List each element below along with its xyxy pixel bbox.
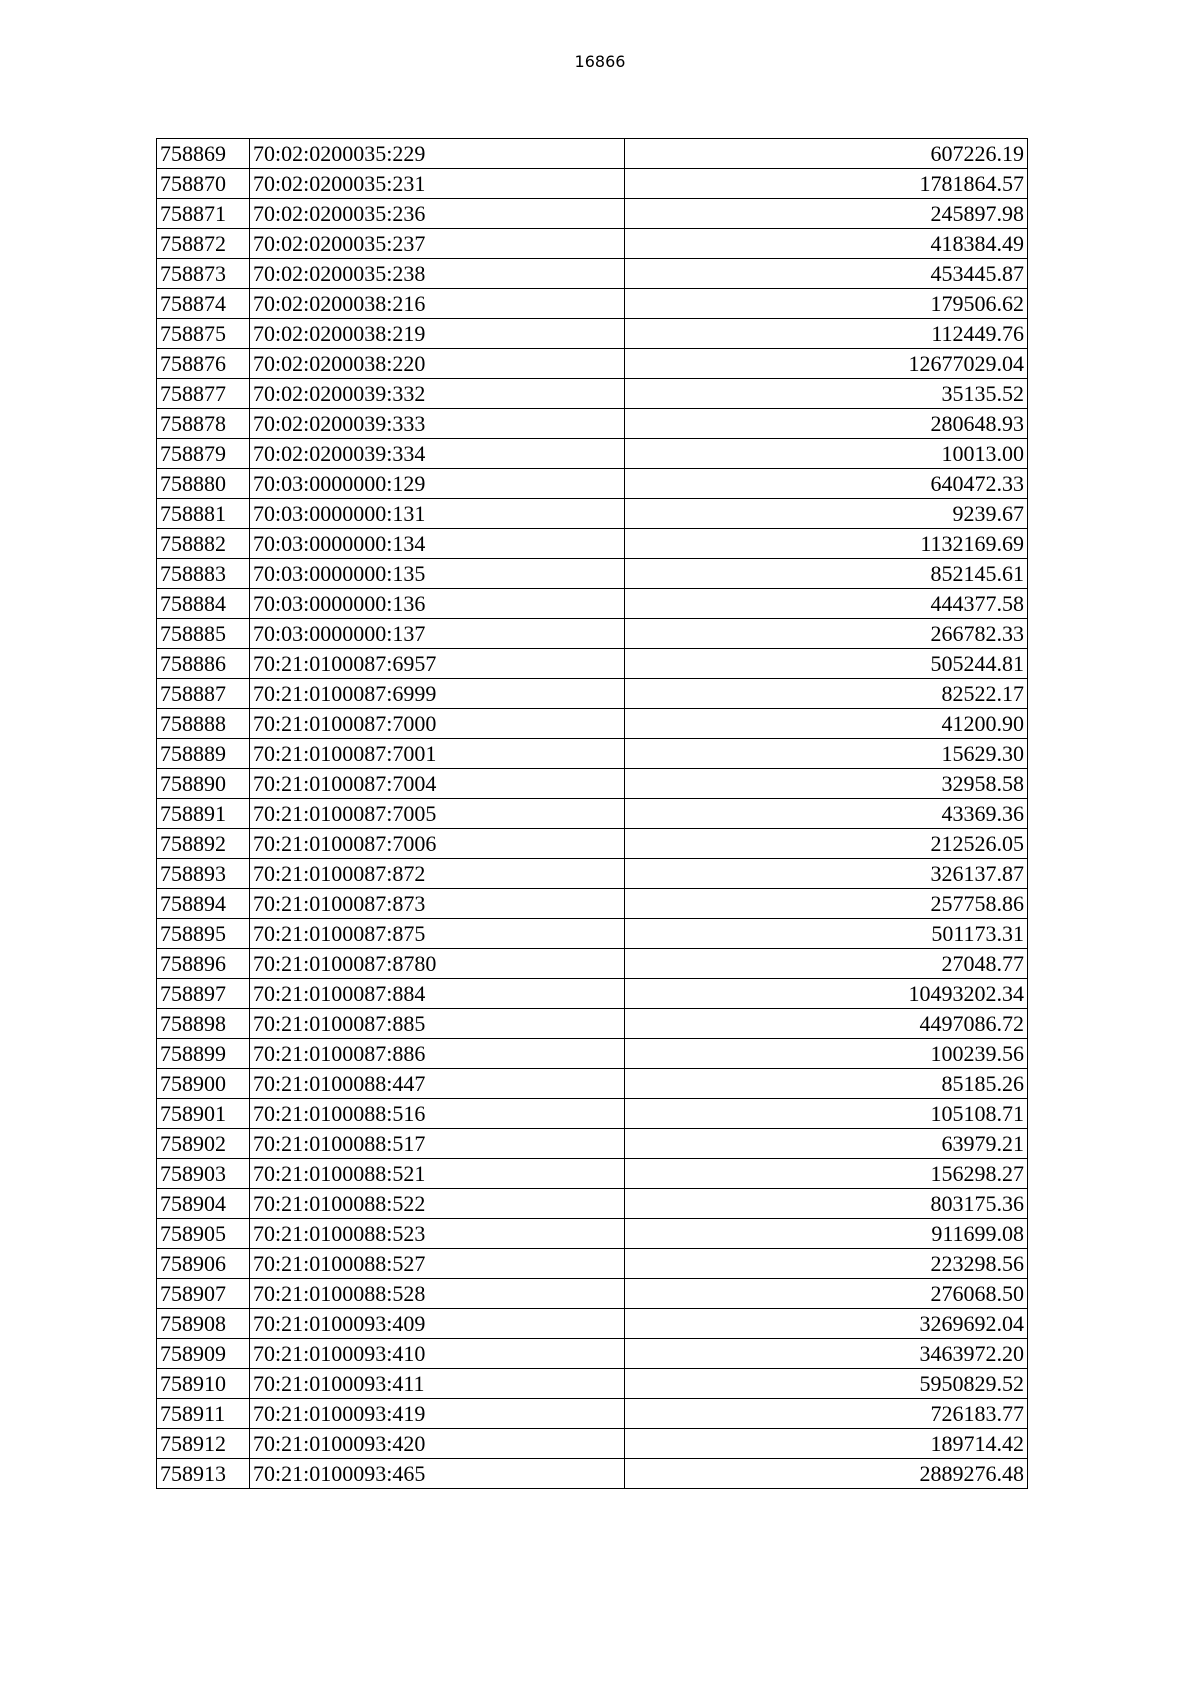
row-number-cell: 758885 <box>157 619 250 649</box>
table-row <box>157 859 1028 889</box>
table-row <box>157 1159 1028 1189</box>
table-row <box>157 799 1028 829</box>
value-cell: 852145.61 <box>625 559 1028 589</box>
value-cell: 10493202.34 <box>625 979 1028 1009</box>
cadastral-number-cell: 70:03:0000000:134 <box>250 529 625 559</box>
table-row <box>157 199 1028 229</box>
cadastral-number-cell: 70:02:0200035:236 <box>250 199 625 229</box>
row-number-cell: 758872 <box>157 229 250 259</box>
cadastral-number-cell: 70:21:0100093:419 <box>250 1399 625 1429</box>
row-number-cell: 758906 <box>157 1249 250 1279</box>
row-number-cell: 758905 <box>157 1219 250 1249</box>
table-row <box>157 919 1028 949</box>
cadastral-number-cell: 70:21:0100087:7000 <box>250 709 625 739</box>
value-cell: 453445.87 <box>625 259 1028 289</box>
row-number-cell: 758895 <box>157 919 250 949</box>
value-cell: 607226.19 <box>625 139 1028 169</box>
table-body <box>157 139 1028 1489</box>
cadastral-number-cell: 70:02:0200039:333 <box>250 409 625 439</box>
row-number-cell: 758890 <box>157 769 250 799</box>
cadastral-number-cell: 70:21:0100088:522 <box>250 1189 625 1219</box>
table-row <box>157 1189 1028 1219</box>
value-cell: 726183.77 <box>625 1399 1028 1429</box>
value-cell: 2889276.48 <box>625 1459 1028 1489</box>
value-cell: 15629.30 <box>625 739 1028 769</box>
cadastral-number-cell: 70:21:0100088:527 <box>250 1249 625 1279</box>
row-number-cell: 758902 <box>157 1129 250 1159</box>
value-cell: 223298.56 <box>625 1249 1028 1279</box>
table-row <box>157 1429 1028 1459</box>
table-row <box>157 1399 1028 1429</box>
cadastral-number-cell: 70:21:0100093:465 <box>250 1459 625 1489</box>
cadastral-number-cell: 70:02:0200038:219 <box>250 319 625 349</box>
row-number-cell: 758908 <box>157 1309 250 1339</box>
table-row <box>157 1009 1028 1039</box>
row-number-cell: 758901 <box>157 1099 250 1129</box>
cadastral-number-cell: 70:02:0200039:332 <box>250 379 625 409</box>
value-cell: 212526.05 <box>625 829 1028 859</box>
cadastral-number-cell: 70:21:0100088:523 <box>250 1219 625 1249</box>
row-number-cell: 758892 <box>157 829 250 859</box>
row-number-cell: 758883 <box>157 559 250 589</box>
value-cell: 112449.76 <box>625 319 1028 349</box>
value-cell: 82522.17 <box>625 679 1028 709</box>
table-row <box>157 709 1028 739</box>
table-row <box>157 1339 1028 1369</box>
table-row <box>157 1039 1028 1069</box>
value-cell: 245897.98 <box>625 199 1028 229</box>
value-cell: 100239.56 <box>625 1039 1028 1069</box>
cadastral-number-cell: 70:21:0100087:8780 <box>250 949 625 979</box>
row-number-cell: 758894 <box>157 889 250 919</box>
table-row <box>157 589 1028 619</box>
row-number-cell: 758878 <box>157 409 250 439</box>
cadastral-number-cell: 70:02:0200035:237 <box>250 229 625 259</box>
value-cell: 276068.50 <box>625 1279 1028 1309</box>
row-number-cell: 758874 <box>157 289 250 319</box>
table-row <box>157 769 1028 799</box>
cadastral-number-cell: 70:21:0100087:885 <box>250 1009 625 1039</box>
table-row <box>157 499 1028 529</box>
value-cell: 266782.33 <box>625 619 1028 649</box>
value-cell: 32958.58 <box>625 769 1028 799</box>
table-row <box>157 319 1028 349</box>
value-cell: 280648.93 <box>625 409 1028 439</box>
cadastral-number-cell: 70:21:0100087:7005 <box>250 799 625 829</box>
table-row <box>157 1219 1028 1249</box>
cadastral-number-cell: 70:03:0000000:137 <box>250 619 625 649</box>
table-row <box>157 889 1028 919</box>
table-row <box>157 439 1028 469</box>
table-row <box>157 379 1028 409</box>
cadastral-number-cell: 70:02:0200038:220 <box>250 349 625 379</box>
cadastral-number-cell: 70:03:0000000:135 <box>250 559 625 589</box>
value-cell: 444377.58 <box>625 589 1028 619</box>
cadastral-number-cell: 70:21:0100093:411 <box>250 1369 625 1399</box>
cadastral-number-cell: 70:21:0100087:884 <box>250 979 625 1009</box>
value-cell: 1781864.57 <box>625 169 1028 199</box>
value-cell: 63979.21 <box>625 1129 1028 1159</box>
cadastral-number-cell: 70:21:0100088:516 <box>250 1099 625 1129</box>
table-row <box>157 829 1028 859</box>
table-row <box>157 229 1028 259</box>
value-cell: 43369.36 <box>625 799 1028 829</box>
cadastral-number-cell: 70:21:0100093:420 <box>250 1429 625 1459</box>
table-row <box>157 139 1028 169</box>
table-row <box>157 289 1028 319</box>
cadastral-number-cell: 70:02:0200038:216 <box>250 289 625 319</box>
value-cell: 4497086.72 <box>625 1009 1028 1039</box>
cadastral-number-cell: 70:21:0100087:6999 <box>250 679 625 709</box>
value-cell: 9239.67 <box>625 499 1028 529</box>
row-number-cell: 758880 <box>157 469 250 499</box>
cadastral-number-cell: 70:21:0100088:521 <box>250 1159 625 1189</box>
cadastral-number-cell: 70:02:0200035:229 <box>250 139 625 169</box>
row-number-cell: 758898 <box>157 1009 250 1039</box>
row-number-cell: 758900 <box>157 1069 250 1099</box>
cadastral-number-cell: 70:21:0100093:410 <box>250 1339 625 1369</box>
cadastral-number-cell: 70:03:0000000:136 <box>250 589 625 619</box>
value-cell: 5950829.52 <box>625 1369 1028 1399</box>
value-cell: 911699.08 <box>625 1219 1028 1249</box>
page-number: 16866 <box>574 52 626 71</box>
table-row <box>157 949 1028 979</box>
row-number-cell: 758882 <box>157 529 250 559</box>
value-cell: 418384.49 <box>625 229 1028 259</box>
value-cell: 3269692.04 <box>625 1309 1028 1339</box>
row-number-cell: 758897 <box>157 979 250 1009</box>
table-row <box>157 1279 1028 1309</box>
value-cell: 640472.33 <box>625 469 1028 499</box>
value-cell: 501173.31 <box>625 919 1028 949</box>
cadastral-number-cell: 70:21:0100088:517 <box>250 1129 625 1159</box>
table-row <box>157 649 1028 679</box>
value-cell: 156298.27 <box>625 1159 1028 1189</box>
table-row <box>157 559 1028 589</box>
row-number-cell: 758899 <box>157 1039 250 1069</box>
table-row <box>157 169 1028 199</box>
cadastral-number-cell: 70:21:0100087:872 <box>250 859 625 889</box>
cadastral-number-cell: 70:21:0100088:447 <box>250 1069 625 1099</box>
cadastral-number-cell: 70:21:0100087:873 <box>250 889 625 919</box>
cadastral-number-cell: 70:21:0100087:875 <box>250 919 625 949</box>
row-number-cell: 758876 <box>157 349 250 379</box>
cadastral-number-cell: 70:02:0200035:238 <box>250 259 625 289</box>
value-cell: 41200.90 <box>625 709 1028 739</box>
table-row <box>157 1459 1028 1489</box>
row-number-cell: 758887 <box>157 679 250 709</box>
table-row <box>157 1129 1028 1159</box>
value-cell: 1132169.69 <box>625 529 1028 559</box>
cadastral-number-cell: 70:21:0100088:528 <box>250 1279 625 1309</box>
table-row <box>157 349 1028 379</box>
cadastral-number-cell: 70:03:0000000:129 <box>250 469 625 499</box>
cadastral-number-cell: 70:21:0100093:409 <box>250 1309 625 1339</box>
value-cell: 85185.26 <box>625 1069 1028 1099</box>
value-cell: 27048.77 <box>625 949 1028 979</box>
row-number-cell: 758889 <box>157 739 250 769</box>
cadastral-number-cell: 70:02:0200039:334 <box>250 439 625 469</box>
row-number-cell: 758869 <box>157 139 250 169</box>
row-number-cell: 758886 <box>157 649 250 679</box>
row-number-cell: 758910 <box>157 1369 250 1399</box>
table-row <box>157 1069 1028 1099</box>
table-row <box>157 259 1028 289</box>
row-number-cell: 758879 <box>157 439 250 469</box>
table-row <box>157 1099 1028 1129</box>
cadastral-number-cell: 70:21:0100087:886 <box>250 1039 625 1069</box>
cadastral-number-cell: 70:21:0100087:6957 <box>250 649 625 679</box>
cadastral-number-cell: 70:21:0100087:7006 <box>250 829 625 859</box>
value-cell: 257758.86 <box>625 889 1028 919</box>
table-row <box>157 679 1028 709</box>
row-number-cell: 758870 <box>157 169 250 199</box>
row-number-cell: 758871 <box>157 199 250 229</box>
row-number-cell: 758884 <box>157 589 250 619</box>
row-number-cell: 758904 <box>157 1189 250 1219</box>
row-number-cell: 758877 <box>157 379 250 409</box>
value-cell: 35135.52 <box>625 379 1028 409</box>
table-row <box>157 619 1028 649</box>
row-number-cell: 758881 <box>157 499 250 529</box>
value-cell: 105108.71 <box>625 1099 1028 1129</box>
row-number-cell: 758888 <box>157 709 250 739</box>
row-number-cell: 758913 <box>157 1459 250 1489</box>
row-number-cell: 758912 <box>157 1429 250 1459</box>
cadastral-value-table <box>156 138 1028 1489</box>
table-row <box>157 409 1028 439</box>
cadastral-number-cell: 70:02:0200035:231 <box>250 169 625 199</box>
value-cell: 803175.36 <box>625 1189 1028 1219</box>
row-number-cell: 758903 <box>157 1159 250 1189</box>
cadastral-number-cell: 70:21:0100087:7001 <box>250 739 625 769</box>
row-number-cell: 758909 <box>157 1339 250 1369</box>
row-number-cell: 758907 <box>157 1279 250 1309</box>
table-row <box>157 469 1028 499</box>
row-number-cell: 758873 <box>157 259 250 289</box>
row-number-cell: 758911 <box>157 1399 250 1429</box>
table-row <box>157 1369 1028 1399</box>
table-row <box>157 1309 1028 1339</box>
value-cell: 12677029.04 <box>625 349 1028 379</box>
row-number-cell: 758896 <box>157 949 250 979</box>
table-row <box>157 1249 1028 1279</box>
cadastral-number-cell: 70:03:0000000:131 <box>250 499 625 529</box>
row-number-cell: 758891 <box>157 799 250 829</box>
value-cell: 179506.62 <box>625 289 1028 319</box>
value-cell: 326137.87 <box>625 859 1028 889</box>
cadastral-number-cell: 70:21:0100087:7004 <box>250 769 625 799</box>
value-cell: 189714.42 <box>625 1429 1028 1459</box>
table-row <box>157 529 1028 559</box>
row-number-cell: 758875 <box>157 319 250 349</box>
value-cell: 505244.81 <box>625 649 1028 679</box>
table-row <box>157 979 1028 1009</box>
row-number-cell: 758893 <box>157 859 250 889</box>
value-cell: 3463972.20 <box>625 1339 1028 1369</box>
value-cell: 10013.00 <box>625 439 1028 469</box>
table-row <box>157 739 1028 769</box>
